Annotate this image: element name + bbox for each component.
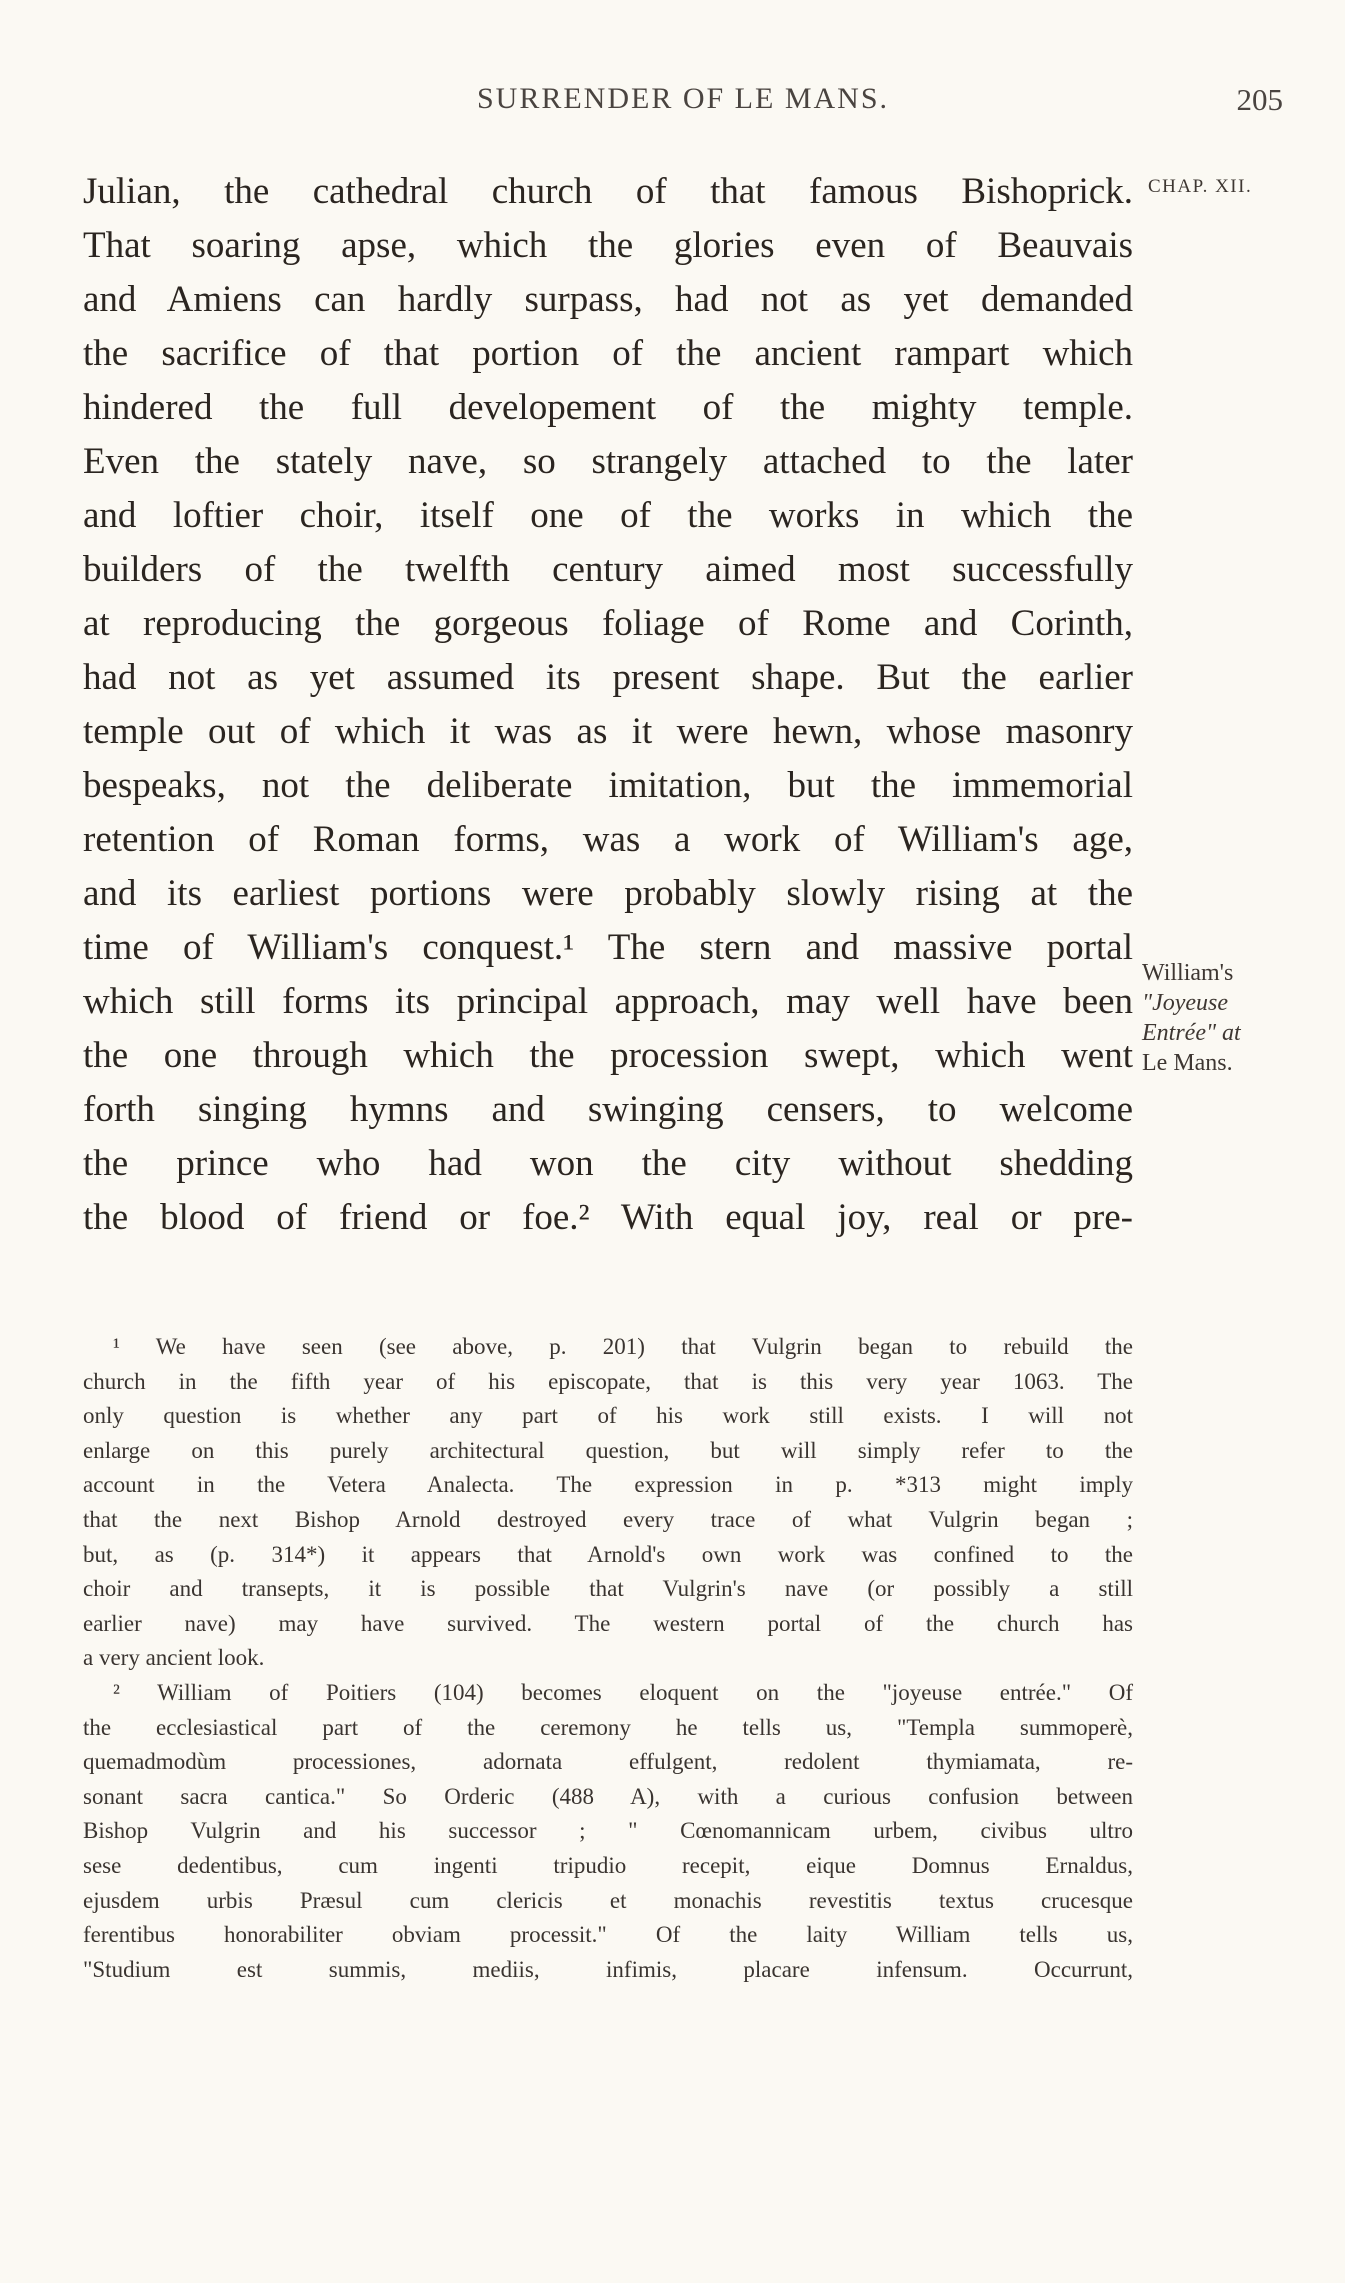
footnote-line: that the next Bishop Arnold destroyed every trace of what Vulgrin began ; (83, 1506, 1133, 1532)
body-line: had not as yet assumed its present shape. But the earlier (83, 657, 1133, 698)
footnotes (83, 1330, 1133, 1987)
body-line: and loftier choir, itself one of the works in which the (83, 495, 1133, 536)
body-line: the one through which the procession swept, which went (83, 1035, 1133, 1076)
body-line: hindered the full developement of the mighty temple. (83, 387, 1133, 428)
footnote-line: earlier nave) may have survived. The western portal of the church has (83, 1610, 1133, 1636)
main-text (83, 165, 1133, 1245)
footnote-line: only question is whether any part of his work still exists. I will not (83, 1403, 1133, 1429)
footnote-line: choir and transepts, it is possible that Vulgrin's nave (or possibly a still (83, 1576, 1133, 1602)
footnote-line: sonant sacra cantica." So Orderic (488 A), with a curious confusion between (83, 1783, 1133, 1809)
page-number: 205 (1236, 82, 1283, 117)
footnote-line: ² William of Poitiers (104) becomes eloquent on the "joyeuse entrée." Of (113, 1679, 1133, 1705)
body-line: which still forms its principal approach, may well have been (83, 981, 1133, 1022)
body-line: bespeaks, not the deliberate imitation, but the immemorial (83, 765, 1133, 806)
running-head (83, 82, 1283, 122)
footnote-line: enlarge on this purely architectural question, but will simply refer to the (83, 1437, 1133, 1463)
footnote-line: account in the Vetera Analecta. The expression in p. *313 might imply (83, 1472, 1133, 1498)
margin-note-williams-entree (1142, 958, 1241, 1078)
footnote-line: ¹ We have seen (see above, p. 201) that Vulgrin began to rebuild the (113, 1334, 1133, 1359)
body-line: and its earliest portions were probably slowly rising at the (83, 873, 1133, 914)
body-line: at reproducing the gorgeous foliage of Rome and Corinth, (83, 603, 1133, 644)
margin-note-line: Entrée" at (1142, 1020, 1241, 1046)
body-line: time of William's conquest.¹ The stern and massive portal (83, 927, 1133, 968)
footnote-line: a very ancient look. (83, 1645, 265, 1671)
body-line: the blood of friend or foe.² With equal joy, real or pre- (83, 1197, 1133, 1238)
body-line: retention of Roman forms, was a work of William's age, (83, 819, 1133, 860)
margin-note-line: "Joyeuse (1142, 990, 1229, 1016)
running-title: SURRENDER OF LE MANS. (476, 82, 890, 115)
margin-note-line: Le Mans. (1142, 1050, 1233, 1076)
body-line: and Amiens can hardly surpass, had not as yet demanded (83, 279, 1133, 320)
footnote-line: ejusdem urbis Præsul cum clericis et monachis revestitis textus crucesque (83, 1887, 1133, 1913)
footnote-line: but, as (p. 314*) it appears that Arnold's own work was confined to the (83, 1541, 1133, 1567)
footnote-line: ferentibus honorabiliter obviam processit." Of the laity William tells us, (83, 1922, 1133, 1948)
body-line: temple out of which it was as it were hewn, whose masonry (83, 711, 1133, 752)
footnote-line: church in the fifth year of his episcopate, that is this very year 1063. The (83, 1368, 1133, 1394)
footnote-line: quemadmodùm processiones, adornata effulgent, redolent thymiamata, re- (83, 1749, 1133, 1775)
body-line: forth singing hymns and swinging censers, to welcome (83, 1089, 1133, 1130)
footnote-line: the ecclesiastical part of the ceremony he tells us, "Templa summoperè, (83, 1714, 1133, 1740)
body-line: Julian, the cathedral church of that famous Bishoprick. (83, 171, 1133, 212)
footnote-line: "Studium est summis, mediis, infimis, placare infensum. Occurrunt, (83, 1956, 1133, 1982)
footnote-line: Bishop Vulgrin and his successor ; " Cœnomannicam urbem, civibus ultro (83, 1818, 1133, 1844)
margin-note-line: William's (1142, 960, 1234, 986)
footnote-line: sese dedentibus, cum ingenti tripudio recepit, eique Domnus Ernaldus, (83, 1852, 1133, 1878)
body-line: Even the stately nave, so strangely attached to the later (83, 441, 1133, 482)
body-line: That soaring apse, which the glories even of Beauvais (83, 225, 1133, 266)
margin-note-chapter: CHAP. XII. (1148, 176, 1253, 197)
body-line: the prince who had won the city without shedding (83, 1143, 1133, 1184)
body-line: the sacrifice of that portion of the ancient rampart which (83, 333, 1133, 374)
body-line: builders of the twelfth century aimed most successfully (83, 549, 1133, 590)
